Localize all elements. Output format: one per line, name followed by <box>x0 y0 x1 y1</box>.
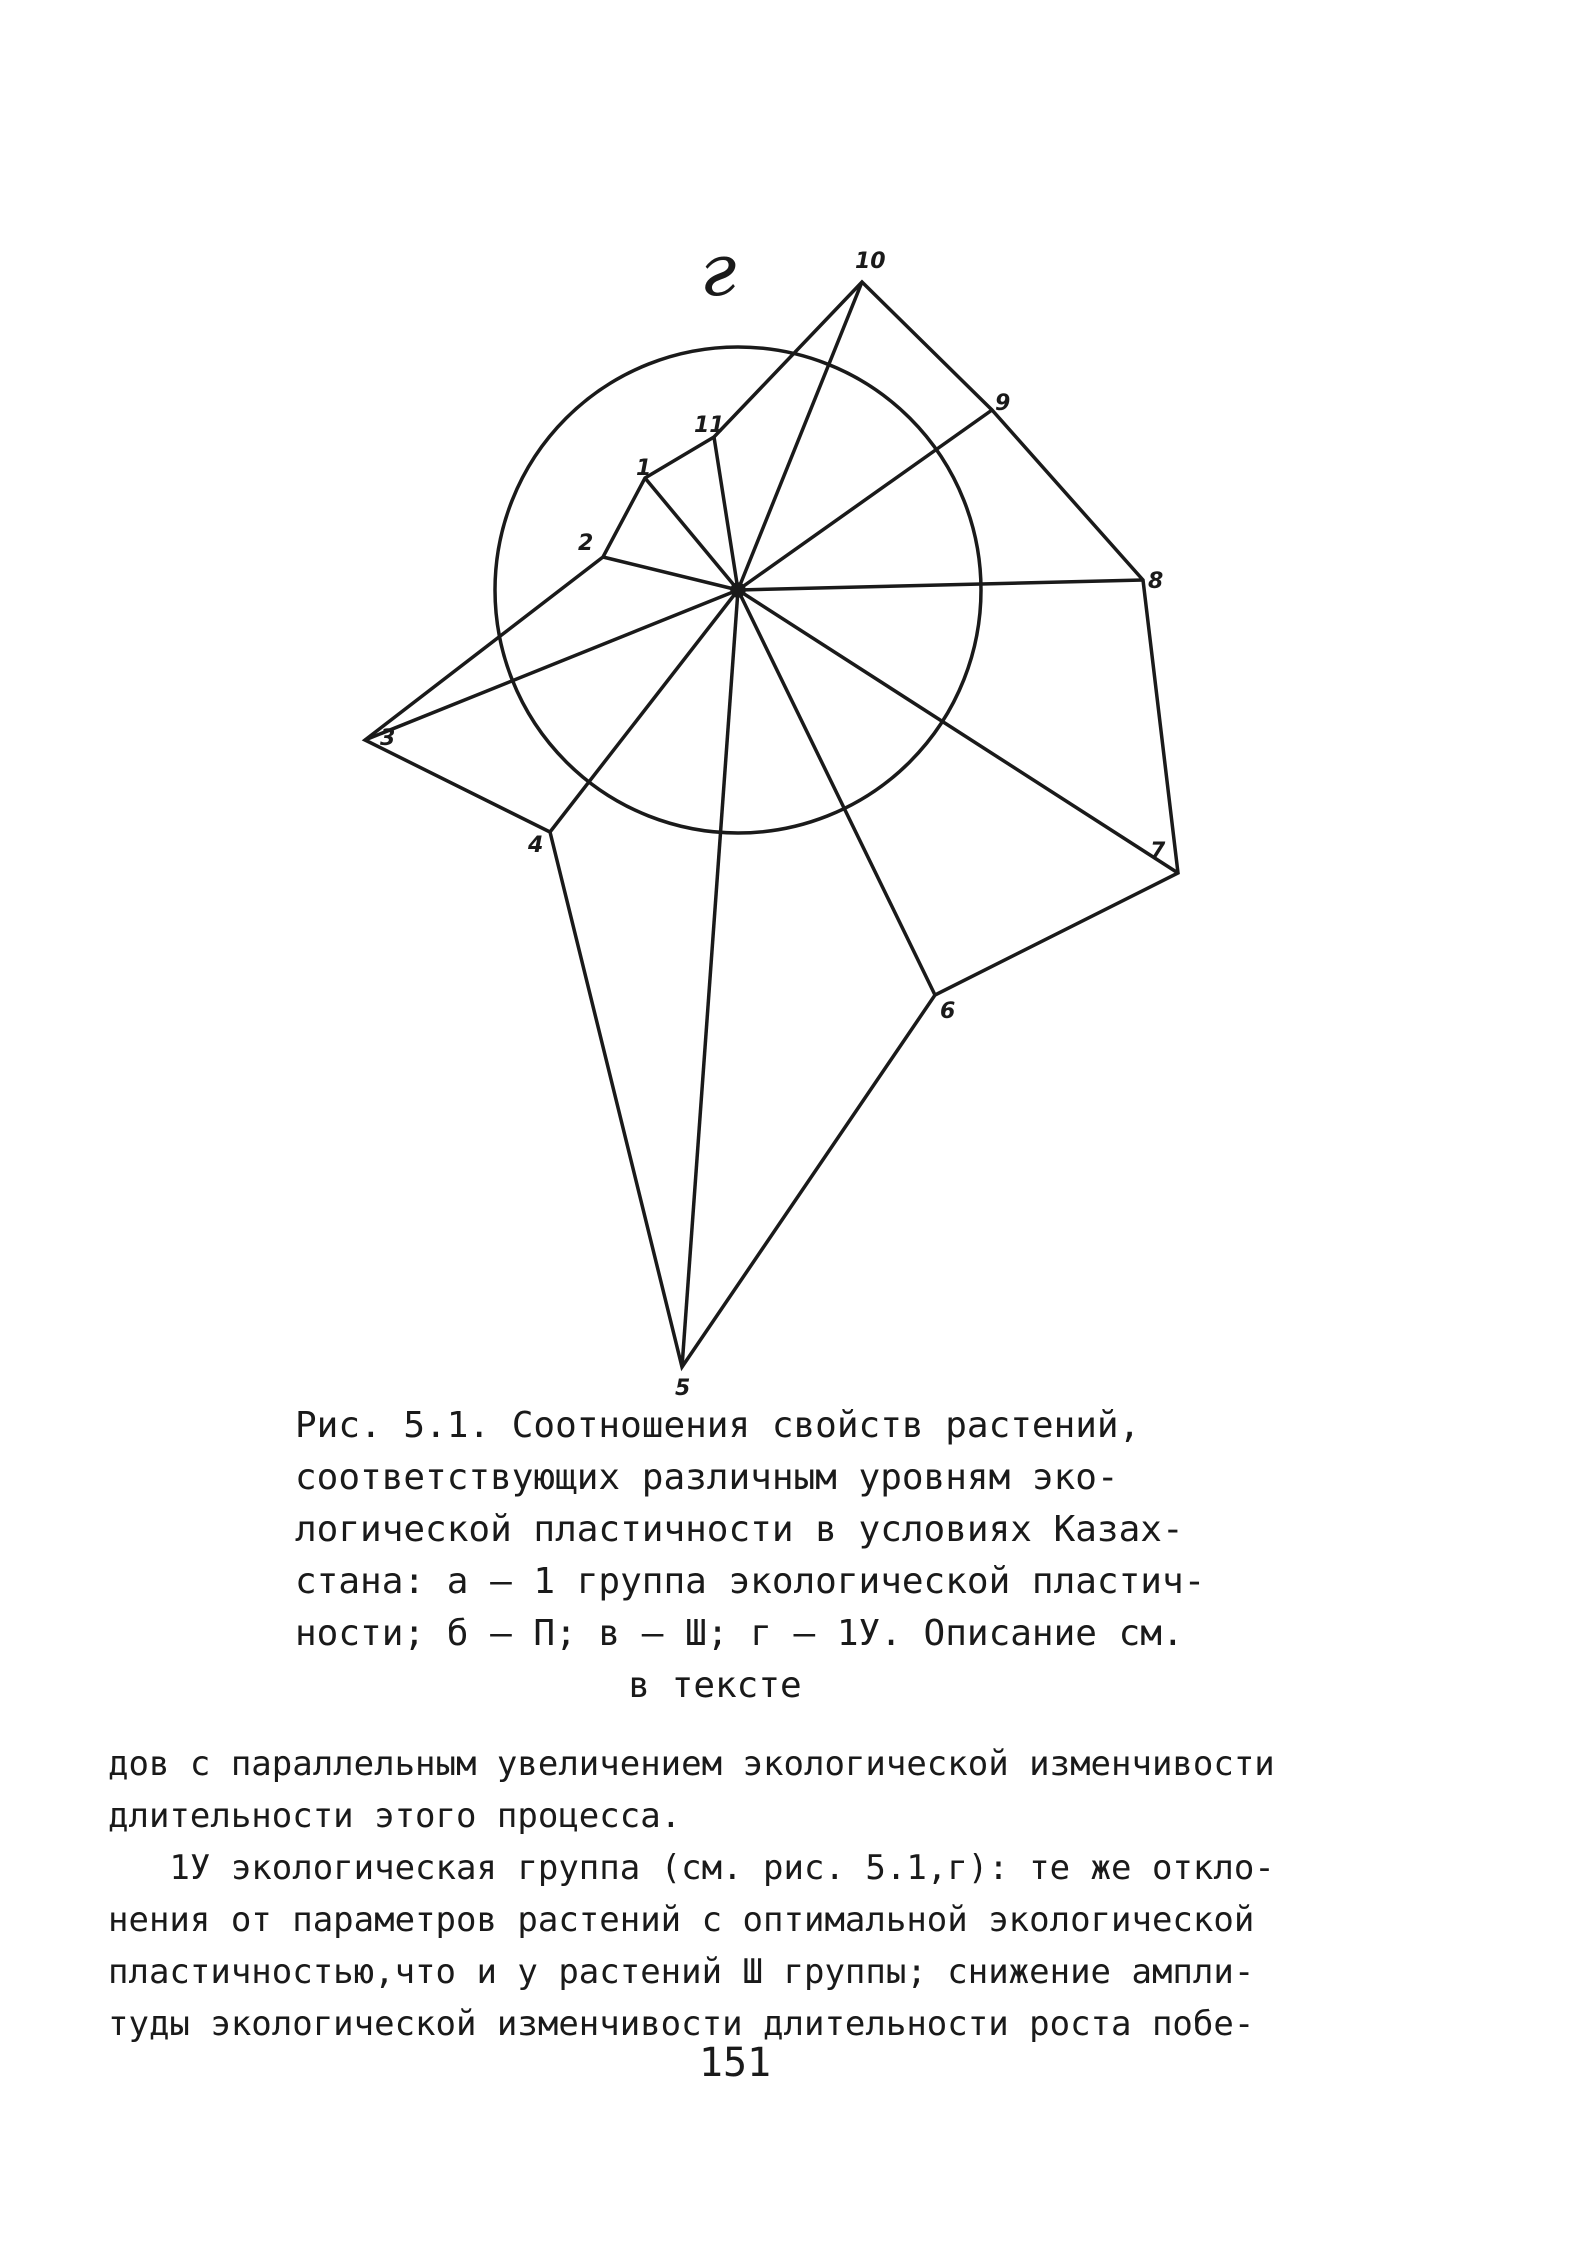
body-line: дов с параллельным увеличением экологической изменчивости <box>108 1744 1275 1784</box>
radial-ray-10 <box>738 282 862 590</box>
radial-ray-8 <box>738 580 1143 590</box>
body-line: длительности этого процесса. <box>108 1796 682 1836</box>
point-label-1: 1 <box>636 456 652 481</box>
caption-line: соответствующих различным уровням эко- <box>295 1457 1119 1498</box>
radial-ray-6 <box>738 590 935 995</box>
page-number: 151 <box>698 2040 772 2086</box>
figure-caption <box>295 1400 1255 1712</box>
caption-line: стана: а – 1 группа экологической пластич- <box>295 1561 1206 1602</box>
point-label-7: 7 <box>1150 839 1166 864</box>
radial-ray-2 <box>603 557 738 590</box>
caption-line: логической пластичности в условиях Казах- <box>295 1509 1184 1550</box>
panel-letter: г <box>700 228 737 312</box>
radial-ray-3 <box>365 590 738 740</box>
point-label-8: 8 <box>1148 569 1164 594</box>
point-label-4: 4 <box>528 833 544 858</box>
caption-line: в тексте <box>628 1665 802 1706</box>
caption-line: Рис. 5.1. Соотношения свойств растений, <box>295 1405 1141 1446</box>
point-label-2: 2 <box>578 531 594 556</box>
point-label-10: 10 <box>855 249 886 274</box>
point-label-6: 6 <box>940 999 956 1024</box>
point-label-9: 9 <box>995 391 1011 416</box>
radial-ray-5 <box>682 590 738 1367</box>
point-label-11: 11 <box>694 413 725 438</box>
center-point <box>732 584 744 596</box>
body-line: туды экологической изменчивости длительности роста побе- <box>108 2004 1255 2044</box>
body-line: 1У экологическая группа (см. рис. 5.1,г): те же откло- <box>108 1848 1275 1888</box>
point-label-5: 5 <box>675 1376 691 1400</box>
body-line: пластичностью,что и у растений Ш группы; снижение ампли- <box>108 1952 1255 1992</box>
body-paragraph <box>108 1738 1488 2050</box>
point-label-3: 3 <box>380 726 396 751</box>
radial-ray-7 <box>738 590 1178 873</box>
caption-line: ности; б – П; в – Ш; г – 1У. Описание см. <box>295 1613 1184 1654</box>
outline-polygon <box>365 282 1178 1367</box>
body-line: нения от параметров растений с оптимальной экологической <box>108 1900 1255 1940</box>
